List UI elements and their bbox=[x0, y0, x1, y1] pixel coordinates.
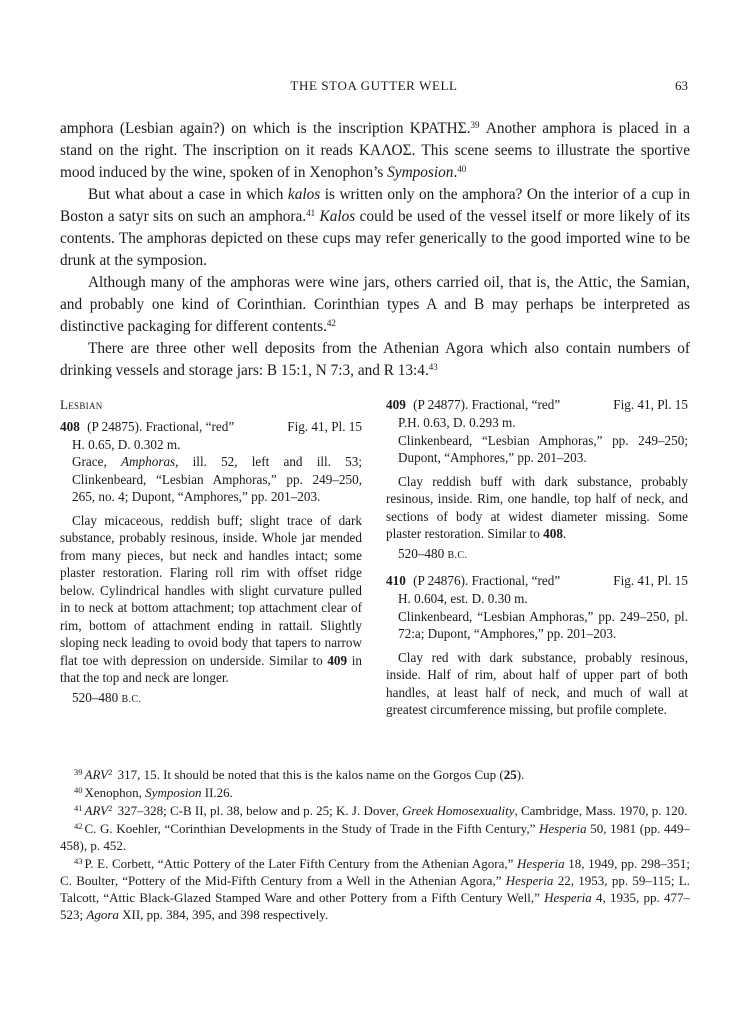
entry-date-numbers: 520–480 bbox=[72, 689, 119, 705]
footnote bbox=[60, 784, 690, 801]
entry-date-era: B.C. bbox=[121, 693, 142, 705]
footnote-number: 40 bbox=[74, 785, 83, 795]
running-head bbox=[60, 78, 688, 98]
catalogue-column-right bbox=[386, 396, 688, 727]
footnote bbox=[60, 855, 690, 923]
paragraph: amphora (Lesbian again?) on which is the inscription ΚΡΑΤΗΣ.$^{39}$ Another amphora is placed in a stand on the right. The inscription on it reads ΚΑΛΟΣ. This scene seems to illustrate the sportive mood induced by the wine, spoken of in Xenophon’s Symposion.$^{40}$ bbox=[60, 120, 690, 181]
entry-bibliography: Grace, Amphoras, ill. 52, left and ill. 53; Clinkenbeard, “Lesbian Amphoras,” pp. 249–250, 265, no. 4; Dupont, “Amphores,” pp. 201–203. bbox=[72, 454, 362, 504]
entry-inventory: (P 24877). Fractional, “red” bbox=[413, 397, 561, 412]
entry-figure-ref: Fig. 41, Pl. 15 bbox=[613, 397, 688, 412]
entry-number: 408 bbox=[60, 418, 80, 434]
paragraph: There are three other well deposits from the Athenian Agora which also contain numbers of drinking vessels and storage jars: B 15:1, N 7:3, and R 13:4.43 bbox=[60, 340, 690, 379]
footnote-number: 39 bbox=[74, 767, 83, 777]
body-text bbox=[60, 118, 690, 382]
footnotes bbox=[60, 766, 690, 924]
footnote-number: 41 bbox=[74, 803, 83, 813]
entry-header bbox=[60, 418, 362, 436]
entry-description: Clay red with dark substance, probably resinous, inside. Half of rim, about half of upper part of both handles, at least half of neck, and much of wall at greatest circumference missing, but profile complete. bbox=[386, 649, 688, 717]
paragraph: Although many of the amphoras were wine jars, others carried oil, that is, the Attic, the Samian, and probably one kind of Corinthian. Corinthian types A and B may perhaps be interpreted as distinctive packaging for different contents.$^{42}$ bbox=[60, 274, 690, 335]
entry-figure-ref: Fig. 41, Pl. 15 bbox=[287, 418, 362, 434]
entry-dimensions: P.H. 0.63, D. 0.293 m. bbox=[398, 415, 516, 430]
footnote bbox=[60, 802, 690, 819]
entry-description: Clay micaceous, reddish buff; slight trace of dark substance, probably resinous, inside. Whole jar mended from many pieces, but neck and handles intact; some plaster restoration. Flaring roll rim with offset ridge below. Cylindrical handles with slight curvature pulled in to neck at bottom attachment; top attachment clear of rim, bottom of attachment ending in rattail. Slightly sloping neck leading to ovoid body that tapers to narrow flat toe with depression on underside. Similar to 409 in that the top and neck are longer. bbox=[60, 512, 362, 685]
catalogue-entry-410 bbox=[386, 572, 688, 719]
entry-date-numbers: 520–480 bbox=[398, 545, 445, 561]
entry-header bbox=[386, 572, 688, 590]
page-number: 63 bbox=[675, 78, 688, 93]
entry-date bbox=[398, 545, 688, 565]
entry-number: 409 bbox=[386, 397, 406, 412]
entry-inventory: (P 24876). Fractional, “red” bbox=[413, 573, 561, 588]
entry-dimensions: H. 0.604, est. D. 0.30 m. bbox=[398, 591, 528, 606]
footnote-text: Xenophon, Symposion II.26. bbox=[84, 785, 233, 800]
catalogue-entry-409 bbox=[386, 396, 688, 564]
footnote-number: 43 bbox=[74, 856, 83, 866]
entry-date bbox=[72, 689, 362, 709]
running-head-title: THE STOA GUTTER WELL bbox=[290, 78, 458, 93]
entry-inventory: (P 24875). Fractional, “red” bbox=[87, 418, 235, 434]
footnote-text: C. G. Koehler, “Corinthian Developments in the Study of Trade in the Fifth Century,” Hesperia 50, 1981 (pp. 449–458), p. 452. bbox=[60, 821, 690, 853]
entry-number: 410 bbox=[386, 573, 406, 588]
paragraph: But what about a case in which kalos is written only on the amphora? On the interior of a cup in Boston a satyr sits on such an amphora.$^{41}$ Kalos could be used of the vessel itself or more likely of its contents. The amphoras depicted on these cups may refer generically to the good imported wine to be drunk at the symposion. bbox=[60, 186, 690, 269]
footnote-text: ARV$^2$ 327–328; C-B II, pl. 38, below and p. 25; K. J. Dover, Greek Homosexuality, Cambridge, Mass. 1970, p. 120. bbox=[84, 803, 688, 818]
footnote bbox=[60, 820, 690, 854]
catalogue-entry-408 bbox=[60, 418, 362, 709]
footnote bbox=[60, 766, 690, 783]
entry-description: Clay reddish buff with dark substance, probably resinous, inside. Rim, one handle, top half of neck, and sections of body at widest diameter missing. Some plaster restoration. Similar to 408. bbox=[386, 473, 688, 541]
catalogue-column-left bbox=[60, 396, 362, 716]
footnote-text: ARV$^2$ 317, 15. It should be noted that this is the kalos name on the Gorgos Cup (25). bbox=[84, 767, 525, 782]
entry-dimensions: H. 0.65, D. 0.302 m. bbox=[72, 436, 181, 452]
entry-bibliography: Clinkenbeard, “Lesbian Amphoras,” pp. 249–250; Dupont, “Amphores,” pp. 201–203. bbox=[398, 432, 688, 465]
entry-figure-ref: Fig. 41, Pl. 15 bbox=[613, 573, 688, 588]
entry-bibliography: Clinkenbeard, “Lesbian Amphoras,” pp. 249–250, pl. 72:a; Dupont, “Amphores,” pp. 201–203. bbox=[398, 608, 688, 641]
entry-header bbox=[386, 396, 688, 414]
section-heading: Lesbian bbox=[60, 397, 103, 412]
footnote-number: 42 bbox=[74, 821, 83, 831]
entry-date-era: B.C. bbox=[447, 549, 468, 561]
footnote-text: P. E. Corbett, “Attic Pottery of the Later Fifth Century from the Athenian Agora,” Hesperia 18, 1949, pp. 298–351; C. Boulter, “Pottery of the Mid-Fifth Century from a Well in the Athenian Agora,” Hesperia 22, 1953, pp. 59–115; L. Talcott, “Attic Black-Glazed Stamped Ware and other Pottery from a Fifth Century Well,” Hesperia 4, 1935, pp. 477–523; Agora XII, pp. 384, 395, and 398 respectively. bbox=[60, 856, 690, 922]
